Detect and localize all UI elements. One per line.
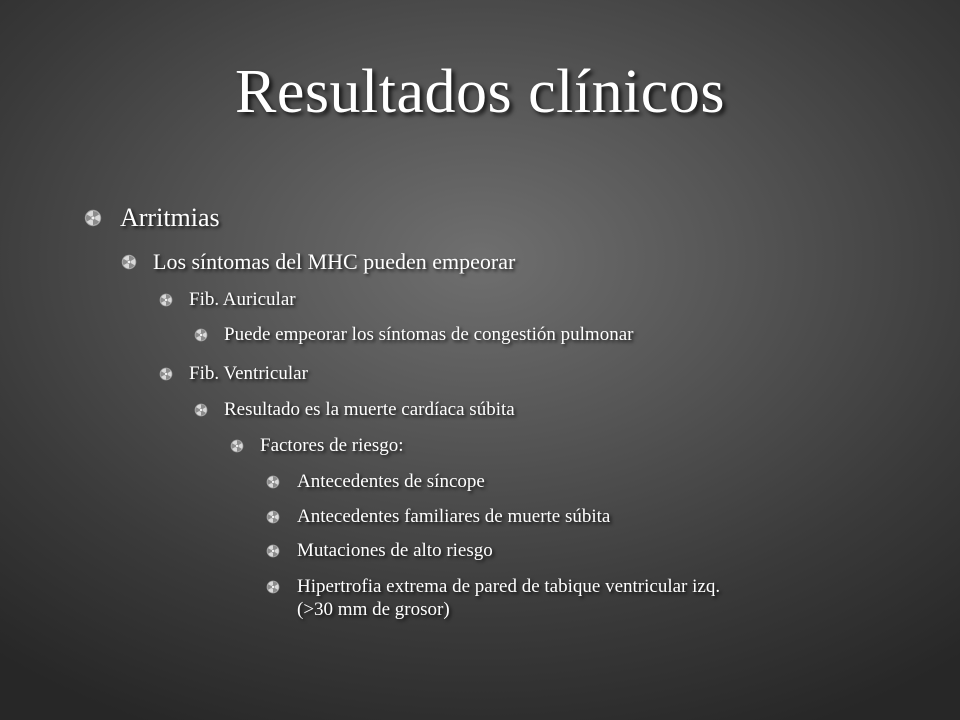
bullet-item: [266, 575, 720, 621]
bullet-item: [266, 470, 485, 493]
slide-title: Resultados clínicos: [235, 58, 725, 126]
wheel-bullet-icon: [266, 510, 280, 524]
bullet-text: Mutaciones de alto riesgo: [297, 540, 493, 561]
bullet-text: Antecedentes de síncope: [297, 471, 485, 492]
bullet-item: [194, 323, 633, 346]
bullet-text: Fib. Ventricular: [189, 363, 308, 384]
wheel-bullet-icon: [194, 403, 208, 417]
bullet-text-line-1: Hipertrofia extrema de pared de tabique ventricular izq.: [297, 576, 721, 597]
wheel-bullet-icon: [194, 328, 208, 342]
bullet-text: Puede empeorar los síntomas de congestión pulmonar: [224, 324, 634, 345]
wheel-bullet-icon: [159, 293, 173, 307]
bullet-item: [266, 505, 610, 528]
bullet-text: Factores de riesgo:: [260, 435, 404, 456]
bullet-item: [159, 288, 296, 311]
bullet-text-line-2: (>30 mm de grosor): [297, 599, 450, 620]
bullet-item: [266, 539, 493, 562]
wheel-bullet-icon: [266, 580, 280, 594]
wheel-bullet-icon: [159, 367, 173, 381]
wheel-bullet-icon: [230, 439, 244, 453]
bullet-item: [121, 249, 515, 275]
wheel-bullet-icon: [266, 475, 280, 489]
bullet-text: Resultado es la muerte cardíaca súbita: [224, 399, 515, 420]
bullet-item: [194, 398, 515, 421]
bullet-text: Fib. Auricular: [189, 289, 296, 310]
bullet-item: [159, 362, 308, 385]
bullet-text: [297, 575, 720, 621]
bullet-text: Antecedentes familiares de muerte súbita: [297, 506, 611, 527]
bullet-item: [84, 203, 220, 233]
wheel-bullet-icon: [84, 209, 102, 227]
bullet-text: Arritmias: [120, 203, 220, 232]
wheel-bullet-icon: [266, 544, 280, 558]
bullet-text: Los síntomas del MHC pueden empeorar: [153, 249, 516, 274]
wheel-bullet-icon: [121, 254, 137, 270]
bullet-item: [230, 434, 404, 457]
